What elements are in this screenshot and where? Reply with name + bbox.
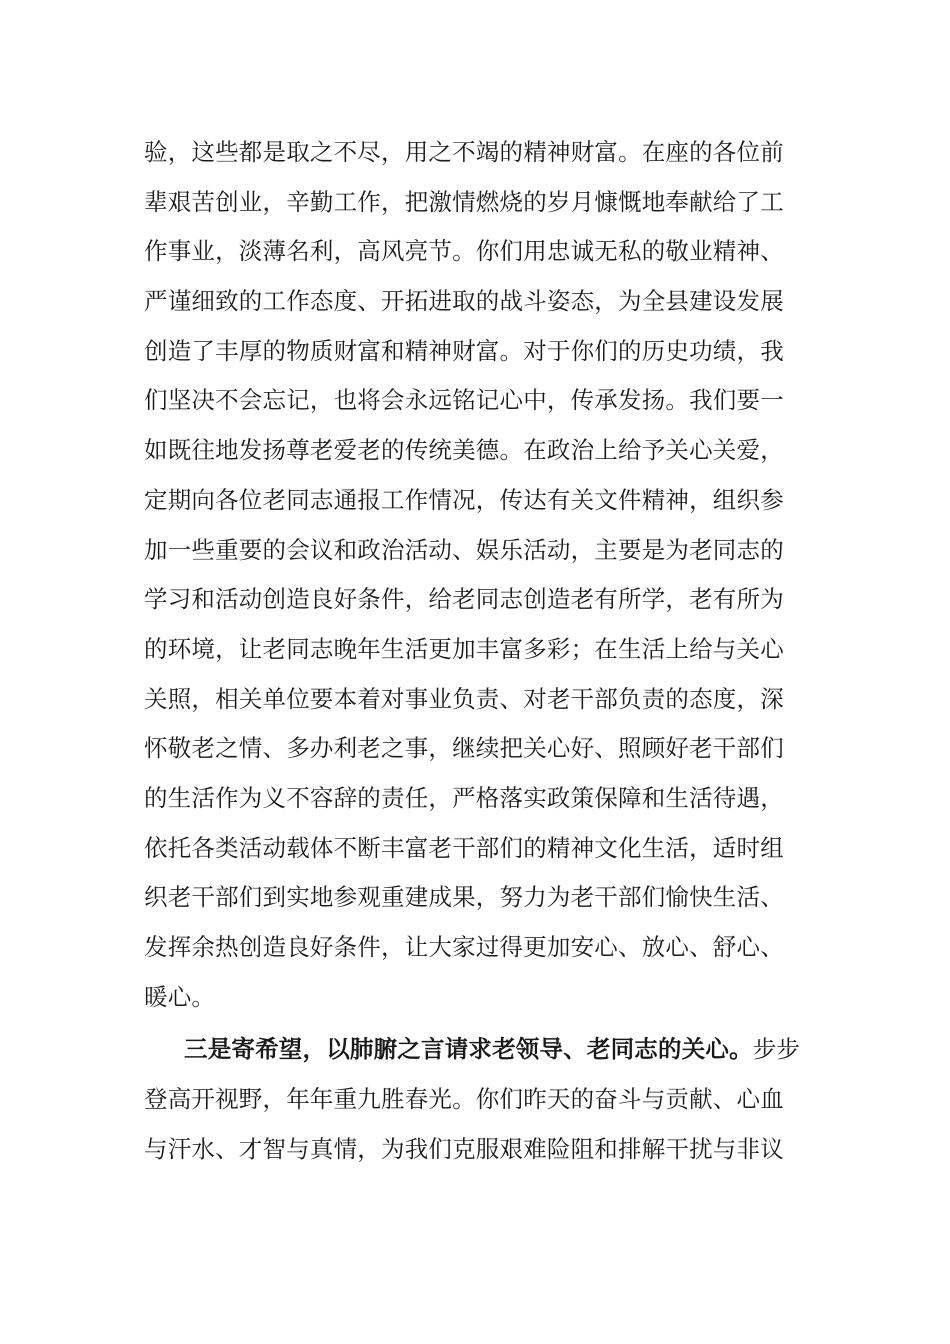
document-body [144, 128, 814, 1174]
text-line: 关照，相关单位要本着对事业负责、对老干部负责的态度，深 [144, 684, 784, 713]
text-line: 依托各类活动载体不断丰富老干部们的精神文化生活，适时组 [144, 833, 784, 862]
text-line: 验，这些都是取之不尽，用之不竭的精神财富。在座的各位前 [144, 138, 784, 166]
text-line: 登高开视野，年年重九胜春光。你们昨天的奋斗与贡献、心血 [144, 1085, 784, 1114]
paragraph-2 [144, 1025, 814, 1174]
text-span: 步步 [752, 1035, 801, 1064]
section-heading: 三是寄希望，以肺腑之言请求老领导、老同志的关心。 [184, 1035, 753, 1064]
text-line: 辈艰苦创业，辛勤工作，把激情燃烧的岁月慷慨地奉献给了工 [144, 187, 784, 216]
text-line: 定期向各位老同志通报工作情况，传达有关文件精神，组织参 [144, 485, 784, 514]
text-line: 学习和活动创造良好条件，给老同志创造老有所学，老有所为 [144, 585, 784, 614]
text-line: 创造了丰厚的物质财富和精神财富。对于你们的历史功绩，我 [144, 336, 784, 365]
text-line-first [144, 1025, 814, 1075]
text-line: 作事业，淡薄名利，高风亮节。你们用忠诚无私的敬业精神、 [144, 237, 784, 266]
text-line: 的生活作为义不容辞的责任，严格落实政策保障和生活待遇， [144, 783, 784, 812]
paragraph-1 [144, 128, 814, 1022]
text-line: 与汗水、才智与真情，为我们克服艰难险阻和排解干扰与非议 [144, 1134, 784, 1163]
text-line: 怀敬老之情、多办利老之事，继续把关心好、照顾好老干部们 [144, 734, 784, 763]
text-line: 严谨细致的工作态度、开拓进取的战斗姿态，为全县建设发展 [144, 287, 784, 316]
text-line: 们坚决不会忘记，也将会永远铭记心中，传承发扬。我们要一 [144, 386, 784, 415]
text-line: 暖心。 [144, 982, 216, 1011]
text-line: 如既往地发扬尊老爱老的传统美德。在政治上给予关心关爱， [144, 436, 784, 465]
text-line: 加一些重要的会议和政治活动、娱乐活动，主要是为老同志的 [144, 535, 784, 564]
text-line: 的环境，让老同志晚年生活更加丰富多彩；在生活上给与关心 [144, 634, 784, 663]
text-line: 织老干部们到实地参观重建成果，努力为老干部们愉快生活、 [144, 883, 784, 912]
text-line: 发挥余热创造良好条件，让大家过得更加安心、放心、舒心、 [144, 933, 784, 961]
